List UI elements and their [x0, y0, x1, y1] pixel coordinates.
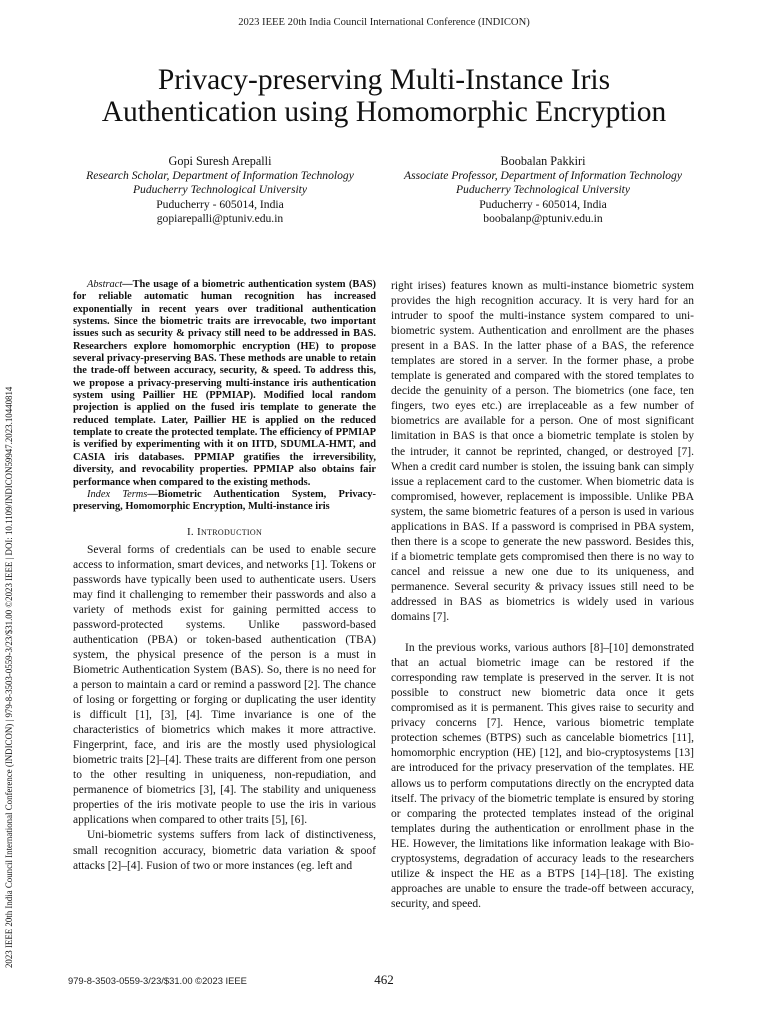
index-terms-label: Index Terms	[87, 488, 148, 500]
right-column	[391, 279, 694, 912]
abstract-text: —The usage of a biometric authentication system (BAS) for reliable automatic human recognition has increased exponentially in recent years over traditional authentication systems. Since the biometric traits are irrevocable, two important issues such as security & privacy still need to be addressed in BAS. Researchers explore homomorphic encryption (HE) to propose several privacy-preserving BAS. These methods are unable to retain the trade-off between accuracy, security, & speed. To address this, we propose a privacy-preserving multi-instance iris authentication system using Paillier HE (PPMIAP). Modified local random projection is applied on the fused iris template to generate the reduced template. Later, Paillier HE is applied on the reduced template to create the protected template. The efficiency of PPMIAP is verified by experimenting with it on IITD, SDUMLA-HMT, and CASIA iris databases. PPMIAP gratifies the irreversibility, diversity, and revocability properties. PPMIAP also obtains fair performance when compared to the existing methods.	[73, 279, 376, 488]
body-paragraph: right irises) features known as multi-instance biometric system provides the high recognition accuracy. It is very hard for an intruder to spoof the multi-instance system compared to uni-biometric system. Authentication and enrollment are the phases present in a BAS. In the latter phase of a BAS, the reference templates are stored in a server. In the former phase, a probe template is generated and compared with the stored templates to decide the genuinity of a person. The biometrics (one face, ten fingers, two eyes etc.) are irreplaceable as a few number of biometrics are available for a person. One of most significant limitation in BAS is that once a biometric template is stolen by the intruder, it cannot be reprinted, changed, or destroyed [7]. When a credit card number is stolen, the issuing bank can simply issue a replacement card to the customer. When biometric data is compromised, however, replacement is impossible. Unlike PBA system, the same biometric features of a person is used in various applications in BAS. If a password is comprised in PBA system, then there is a scope to generate the new password. Besides this, if a biometric template gets compromised then there is no way to cancel and reissue a new one due to its uniqueness, and permanence. Several security & privacy issues still need to be addressed in BAS as biometrics is widely used in various domains [7].	[391, 280, 694, 624]
abstract-label: Abstract	[87, 279, 123, 290]
section-number: I.	[186, 525, 194, 538]
author-institution: Puducherry Technological University	[132, 183, 308, 197]
author-2	[378, 154, 708, 227]
body-paragraph: Uni-biometric systems suffers from lack of distinctiveness, small recognition accuracy, biometric data variation & spoof attacks [2]–[4]. Fusion of two or more instances (eg. left and	[73, 829, 376, 872]
author-name: Boobalan Pakkiri	[500, 154, 586, 168]
author-institution: Puducherry Technological University	[455, 183, 631, 197]
author-name: Gopi Suresh Arepalli	[168, 154, 272, 168]
author-location: Puducherry - 605014, India	[156, 197, 284, 211]
footer-isbn: 979-8-3503-0559-3/23/$31.00 ©2023 IEEE	[68, 975, 247, 986]
index-terms	[73, 489, 376, 514]
author-affiliation: Associate Professor, Department of Information Technology	[403, 168, 683, 182]
paragraph-gap	[391, 625, 694, 641]
body-paragraph: Several forms of credentials can be used to enable secure access to information, smart devices, and networks [1]. Tokens or passwords have typically been used to authenticate users. Users may find it challenging to remember their passwords and also a variety of methods exist for gaining permitted access to password-protected systems. Unlike password-based authentication (PBA) or token-based authentication (TBA) system, the physical presence of the person is a must in Biometric Authentication System (BAS). So, there is no need for a person to maintain a card or remind a password [2]. The chance of losing or forgetting or forging or duplicating the user identity is difficult [1], [3], [4]. Time invariance is one of the characteristics of biometrics which makes it more attractive. Fingerprint, face, and iris are the mostly used physiological biometric traits [2]–[4]. These traits are different from one person to the other resulting in uniqueness, non-repudiation, and permanence of biometrics [3], [4]. The stability and uniqueness properties of the iris motivate people to use the iris in various applications when compared to other traits [5], [6].	[73, 543, 376, 827]
abstract	[73, 279, 376, 489]
body-paragraph: In the previous works, various authors [8]–[10] demonstrated that an actual biometric image can be restored if the corresponding raw template is preserved in the server. It is not possible to construct new biometric data once it gets compromised as it is permanent. This gives raise to security and privacy concerns [7]. Hence, various biometric template protection schemes (BTPS) such as cancelable biometrics [11], homomorphic encryption (HE) [12], and bio-cryptosystems [13] are introduced for the privacy preservation of the templates. HE allows us to perform computations directly on the encrypted data itself. The privacy of the biometric template is ensured by storing or comparing the protected templates instead of the original templates during the authentication or enrollment phase in the HE. However, the limitations like information leakage with Bio-cryptosystems, degradation of accuracy leads to the researchers utilize & inspect the HE as a BTPS [14]–[18]. The existing approaches are unable to ensure the trade-off between accuracy, security, and speed.	[391, 642, 694, 910]
title-line-1: Privacy-preserving Multi-Instance Iris	[157, 64, 611, 96]
section-title: Introduction	[197, 525, 263, 538]
author-affiliation: Research Scholar, Department of Information Technology	[86, 168, 354, 182]
author-email: gopiarepalli@ptuniv.edu.in	[156, 212, 284, 226]
author-1	[55, 154, 385, 227]
page-number: 462	[374, 972, 394, 987]
author-block	[60, 154, 708, 234]
conference-header: 2023 IEEE 20th India Council International Conference (INDICON)	[238, 17, 530, 28]
doi-side-note: 2023 IEEE 20th India Council International Conference (INDICON) | 979-8-3503-0559-3/23/$31.00 ©2023 IEEE | DOI: 10.1109/INDICON59947.2023.10440814	[4, 386, 14, 968]
index-terms-text: —Biometric Authentication System, Privacy-preserving, Homomorphic Encryption, Multi-instance iris	[73, 488, 376, 513]
title-line-2: Authentication using Homomorphic Encryption	[101, 96, 667, 128]
author-location: Puducherry - 605014, India	[479, 197, 607, 211]
paper-title	[60, 64, 708, 128]
author-email: boobalanp@ptuniv.edu.in	[483, 212, 603, 226]
section-heading	[73, 525, 376, 540]
left-column	[73, 279, 376, 874]
